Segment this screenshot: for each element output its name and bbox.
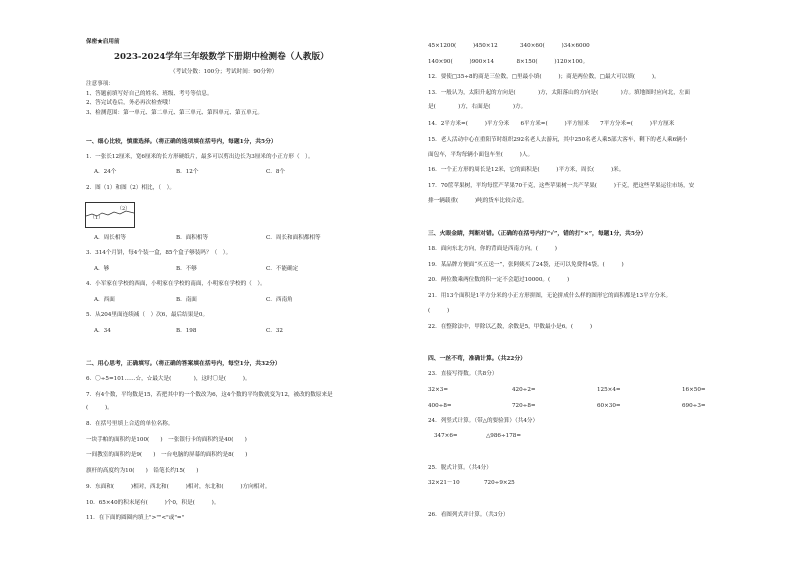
question-10: 10．65×40的积末尾有( )个0，积是( )。 <box>86 500 220 506</box>
note-item: 1、答题前填写好自己的姓名、班级、考号等信息。 <box>86 91 213 97</box>
notes-heading: 注意事项： <box>86 81 114 87</box>
question-9: 9．东面和( )相对，西北和( )相对，东北和( )方向相对。 <box>86 484 271 490</box>
right-column <box>420 0 790 562</box>
question-6: 6．〇÷5=101……☆，☆最大是( )，这时〇是( )。 <box>86 376 251 382</box>
question-3: 3．314个月饼，每4个装一盒，85个盒子够装吗？（ ）。 <box>86 250 232 256</box>
calc-item: 420÷2= <box>512 387 536 393</box>
q2-figure <box>85 202 135 228</box>
q4-option-c: C．西南角 <box>266 297 293 303</box>
q4-option-a: A．西面 <box>94 297 115 303</box>
calc-item: 400÷8= <box>428 403 452 409</box>
question-21-cont: ( ) <box>428 308 450 314</box>
question-8: 8．在括号里填上合适的单位名称。 <box>86 421 174 427</box>
question-19: 19．某品牌方便面“买五送一”，张阿姨买了24袋，还可以免费得4袋。( ) <box>428 262 624 268</box>
question-14: 14．2平方米=( )平方分米 6平方米=( )平方厘米 7平方分米=( )平方厘米 <box>428 121 675 127</box>
q2-option-b: B．面积相等 <box>176 235 209 241</box>
q2-option-c: C．周长和面积都相等 <box>266 235 321 241</box>
q2-figure-label-2: （2） <box>117 206 131 212</box>
note-item: 3、检测范围：第一单元、第二单元、第三单元、第四单元、第五单元。 <box>86 110 263 116</box>
question-18: 18．面向东北方向，你的背面是西南方向。( ) <box>428 246 557 252</box>
section4-heading: 四、一丝不苟，准确计算。（共22分） <box>428 356 526 362</box>
q24-item-1: 347×6= <box>434 433 458 439</box>
question-20: 20．两位数乘两位数的积一定不会超过10000。( ) <box>428 277 570 283</box>
question-2: 2．图（1）和图（2）相比，（ ）。 <box>86 185 175 191</box>
q24-item-2: △986÷178= <box>486 433 522 439</box>
q2-option-a: A．周长相等 <box>94 235 127 241</box>
question-22: 22．在整除法中，甲除以乙数，余数是5，甲数最小是6。( ) <box>428 324 593 330</box>
question-17: 17．70筐苹果树，平均每筐产苹果70千克，这些苹果树一共产苹果( )千克，把这些苹果运往市场，安 <box>428 183 695 189</box>
q8-line-a: 一块手帕的面积约是100( ) 一张银行卡的面积约是40( ) <box>86 437 247 443</box>
secret-label: 保密★启用前 <box>86 39 120 45</box>
calc-item: 16×50= <box>682 387 706 393</box>
question-17-cont: 排一辆载重( )吨的货车比较合适。 <box>428 198 528 204</box>
question-26: 26．看图列式并计算。（共3分） <box>428 512 509 518</box>
q3-option-c: C．不能确定 <box>266 266 299 272</box>
calc-item: 32×3= <box>428 387 449 393</box>
question-25: 25．脱式计算。（共4分） <box>428 465 492 471</box>
question-13-cont: 是( )方，右面是( )方。 <box>428 104 527 110</box>
q1-option-b: B．12个 <box>176 169 199 175</box>
calc-item: 720÷8= <box>512 403 536 409</box>
q25-item-1: 32×21－10 <box>428 480 460 486</box>
q3-option-a: A．够 <box>94 266 110 272</box>
q25-item-2: 720÷9×25 <box>484 480 515 486</box>
section2-heading: 二、用心思考，正确填写。（将正确的答案填在括号内，每空1分，共32分） <box>86 361 281 367</box>
q5-option-c: C．32 <box>266 328 283 334</box>
question-7-cont: ( )。 <box>86 405 113 411</box>
question-16: 16．一个正方形的周长是12米，它的面积是( )平方米，周长( )米。 <box>428 167 625 173</box>
section1-heading: 一、细心比较，慎重选择。（将正确的选项填在括号内，每题1分，共5分） <box>86 139 277 145</box>
calc-item: 690÷3= <box>682 403 706 409</box>
q5-option-a: A．34 <box>94 328 111 334</box>
section3-heading: 三、火眼金睛，判断对错。（正确的在括号内打“√”，错的打“×”，每题1分，共5分） <box>428 231 647 237</box>
q1-option-a: A．24个 <box>94 169 117 175</box>
q4-option-b: B．南面 <box>176 297 197 303</box>
left-column <box>0 0 370 562</box>
question-23: 23．直接写得数。（共8分） <box>428 371 498 377</box>
exam-subtitle: （考试分数：100分；考试时间：90分钟） <box>170 69 278 75</box>
question-21: 21．用13个面积是1平方分米的小正方形拼图，无论拼成什么样的图形它的面积都是13平方分米。 <box>428 293 672 299</box>
question-5: 5．从204里面连续减（ ）次6，最后结果是0。 <box>86 312 209 318</box>
question-15: 15．老人活动中心在重阳节时组织292名老人去游玩，其中250名老人乘5部大客车，剩下的老人乘6辆小 <box>428 137 688 143</box>
page-title: 2023-2024学年三年级数学下册期中检测卷（人教版） <box>114 52 329 62</box>
calc-item: 60×30= <box>597 403 621 409</box>
question-12: 12．要使□35÷8的商是三位数，□里最小填( )；商是两位数，□最大可以填( )。 <box>428 74 660 80</box>
question-13: 13．一般认为，太阳升起的方向是( )方，太阳落山的方向是( )方。填地图时应向北，左面 <box>428 90 690 96</box>
question-1: 1．一张长12厘米，宽6厘米的长方形硬纸片，最多可以剪出边长为3厘米的小正方形（ ）。 <box>86 154 314 160</box>
calc-item: 125×4= <box>597 387 621 393</box>
q2-figure-label-1: （1） <box>90 215 104 221</box>
q11-row-2: 140×90( )900×14 8×150( )120×100。 <box>428 59 589 65</box>
question-15-cont: 面包车，平均每辆小面包车坐( )人。 <box>428 152 534 158</box>
question-24: 24．列竖式计算。（带△的要验算）（共4分） <box>428 418 539 424</box>
question-7: 7．有4个数，平均数是15，若把其中的一个数改为6，这4个数的平均数就变为12，被改的数原来是 <box>86 392 333 398</box>
question-11: 11．在下面的圆圈内填上">""<"或"=" <box>86 515 185 521</box>
question-4: 4．小军家在学校的西面，小明家在学校的南面，小明家在学校的（ ）。 <box>86 281 266 287</box>
note-item: 2、答完试卷后，务必再次检查哦！ <box>86 100 174 106</box>
q8-line-c: 旗杆的高度约为10( ) 铅笔长约15( ) <box>86 468 199 474</box>
q11-row-1: 45×1200( )450×12 340×60( )34×6000 <box>428 43 590 49</box>
q8-line-b: 一间教室的面积约是9( ) 一台电脑的屏幕的面积约是8( ) <box>86 452 248 458</box>
q1-option-c: C．8个 <box>266 169 286 175</box>
q3-option-b: B．不够 <box>176 266 197 272</box>
q5-option-b: B．198 <box>176 328 197 334</box>
